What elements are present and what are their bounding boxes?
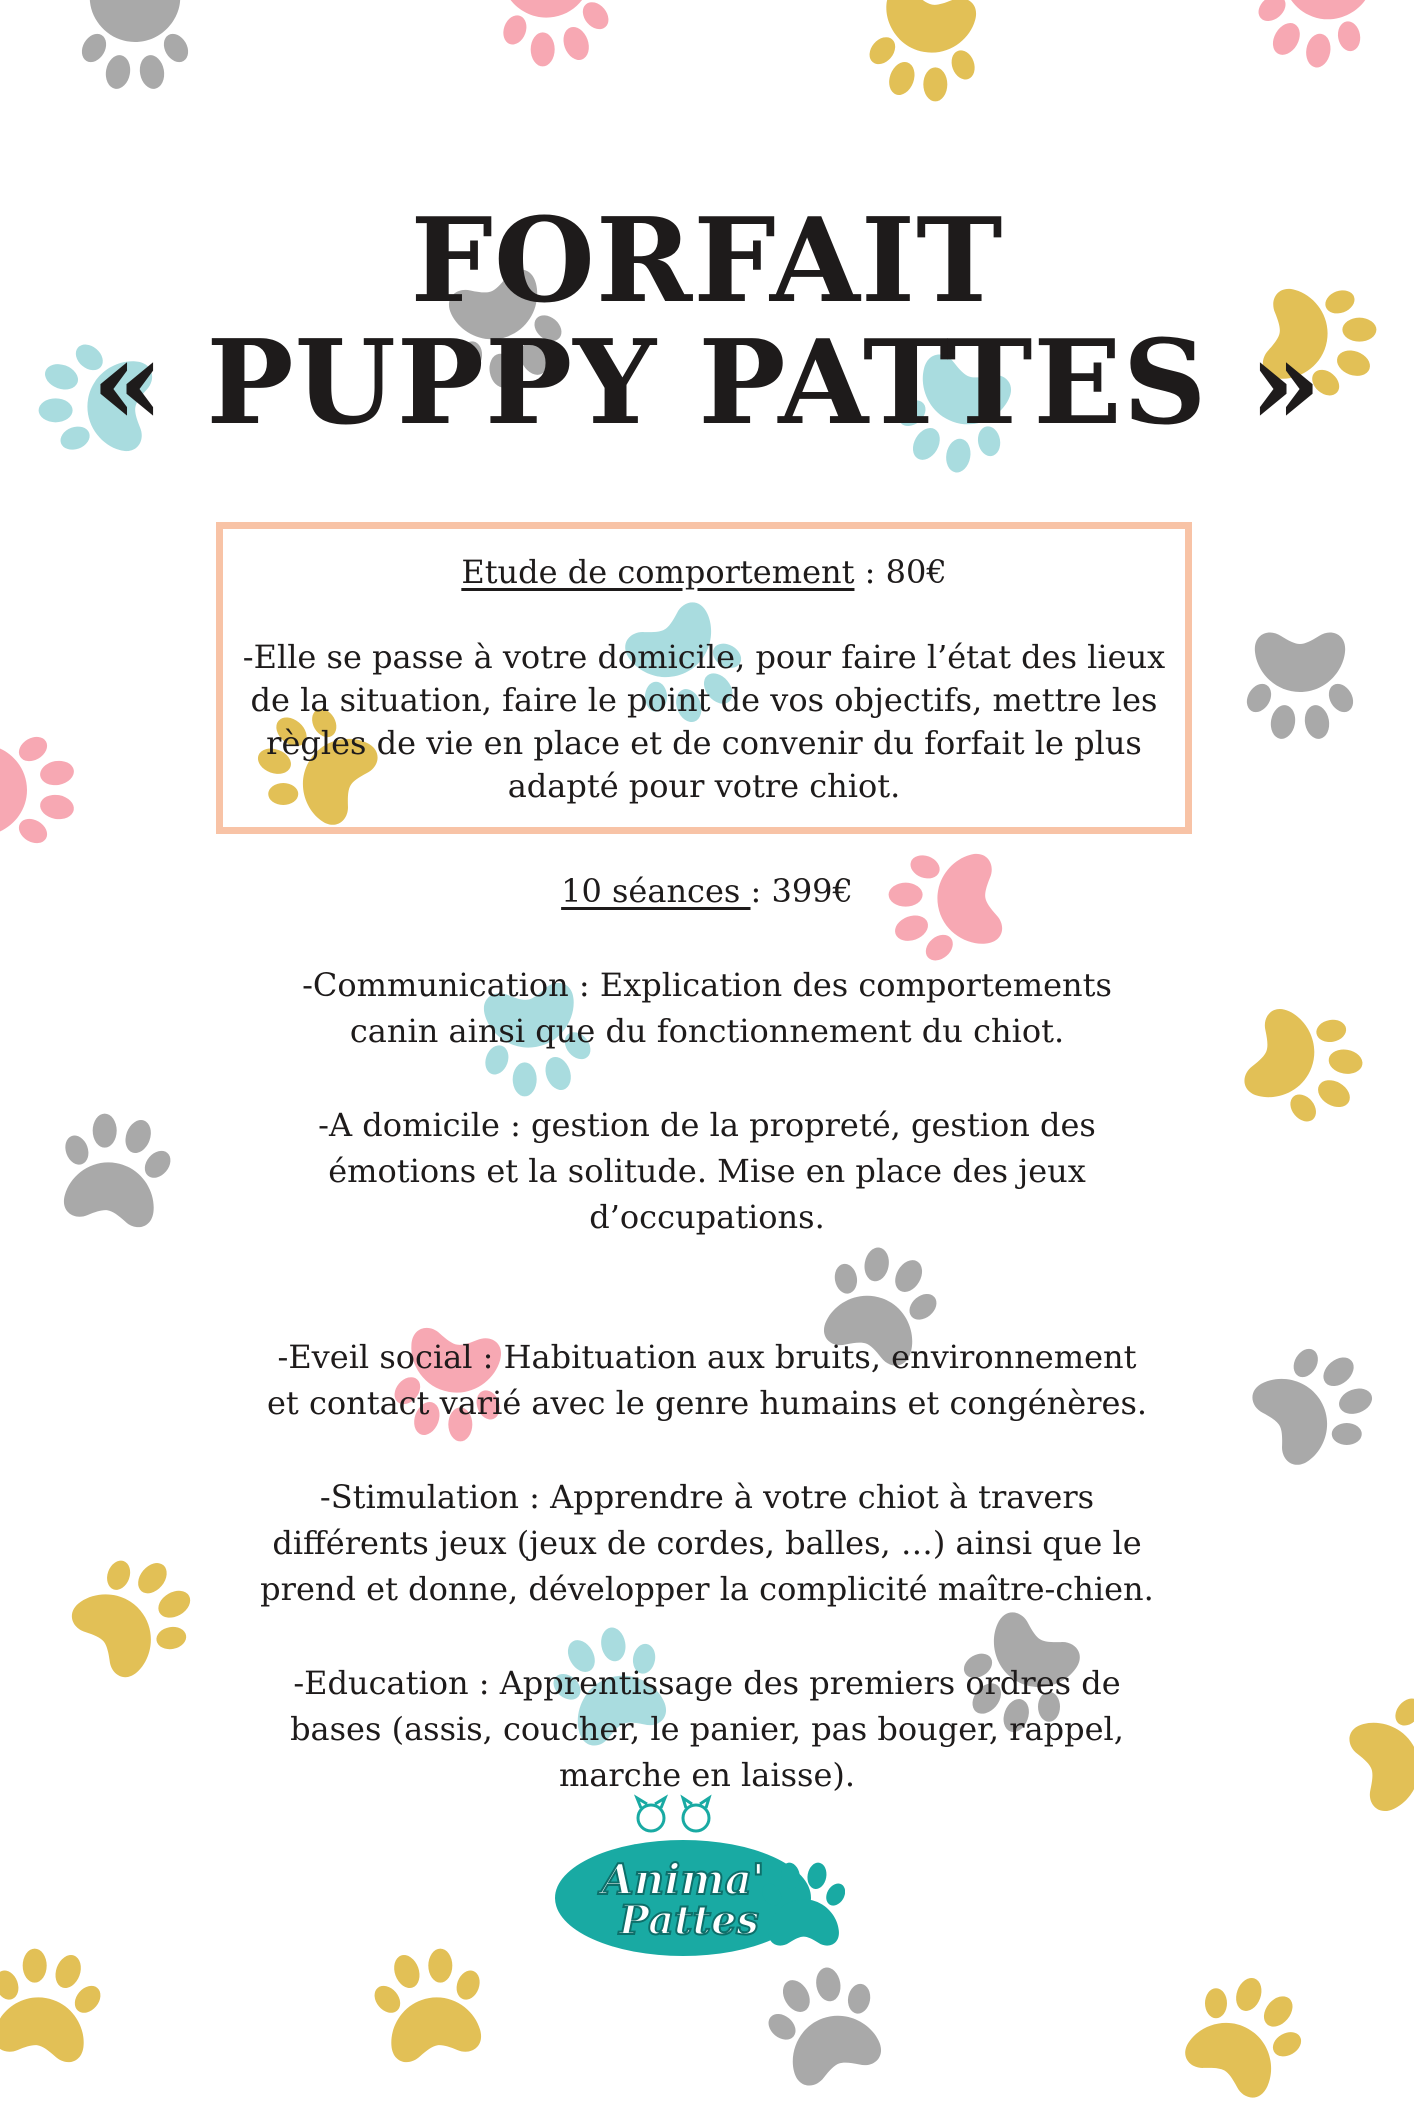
paw-print-icon: [70, 0, 200, 100]
logo-text-line-1: Anima': [601, 1855, 765, 1904]
paw-print-icon: [478, 0, 629, 85]
behavior-study-label: Etude de comportement: [461, 553, 855, 591]
list-item: -Eveil social : Habituation aux bruits, environnement et contact varié avec le genre humains et congénères.: [266, 1338, 1148, 1422]
sessions-heading: [0, 868, 1414, 914]
list-item: -Stimulation : Apprendre à votre chiot à travers différents jeux (jeux de cordes, balles, …) ainsi que le prend et donne, développer la complicité maître-chien.: [260, 1478, 1154, 1608]
paw-print-icon: [742, 1942, 909, 2109]
paw-print-icon: [850, 0, 1001, 120]
behavior-study-price: : 80€: [854, 553, 947, 591]
page-title: [0, 193, 1414, 451]
logo-mascot-icon: [637, 1798, 709, 1831]
paw-print-icon: [1156, 1946, 1334, 2124]
title-line-2: « PUPPY PATTES »: [91, 315, 1323, 451]
behavior-study-heading: [223, 551, 1185, 594]
sessions-section: [0, 868, 1414, 1798]
sessions-price: : 399€: [750, 872, 853, 910]
paw-print-icon: [355, 1930, 506, 2081]
paw-print-icon: [1235, 620, 1365, 750]
paw-print-icon: [0, 1930, 120, 2081]
paw-print-icon: [1232, 0, 1399, 93]
behavior-study-description: -Elle se passe à votre domicile, pour faire l’état des lieux de la situation, faire le point de vos objectifs, mettre les règles de vie en place et de convenir du forfait le plus adapté pour votre chiot.: [242, 638, 1166, 805]
title-line-1: FORFAIT: [410, 193, 1004, 329]
anima-pattes-logo: [555, 1792, 845, 1962]
list-item: -Communication : Explication des comportements canin ainsi que du fonctionnement du chiot.: [302, 966, 1112, 1050]
list-item: -Education : Apprentissage des premiers ordres de bases (assis, coucher, le panier, pas bouger, rappel, marche en laisse).: [290, 1664, 1124, 1794]
paw-print-icon: [0, 725, 85, 855]
sessions-label: 10 séances: [561, 872, 751, 910]
logo-text-line-2: Pattes: [619, 1897, 759, 1944]
behavior-study-box: [216, 522, 1192, 834]
list-item: -A domicile : gestion de la propreté, gestion des émotions et la solitude. Mise en place des jeux d’occupations.: [318, 1106, 1096, 1236]
